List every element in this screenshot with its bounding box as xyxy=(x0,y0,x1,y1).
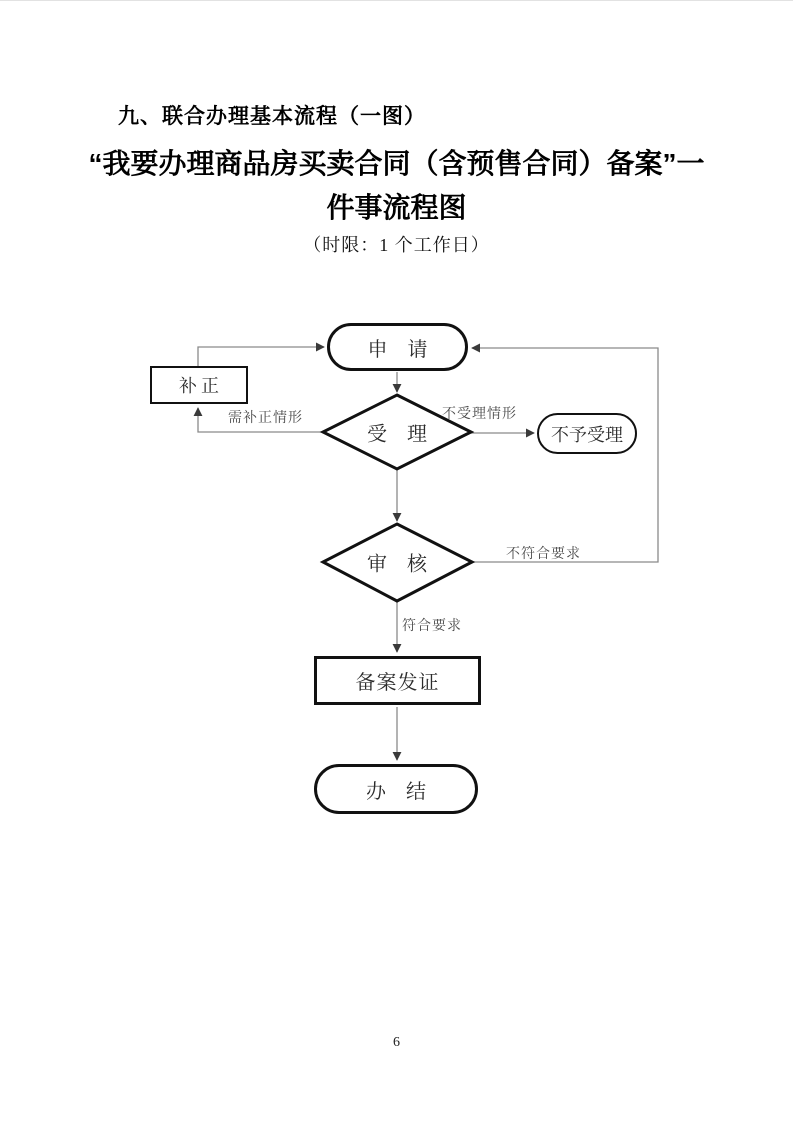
node-correction xyxy=(150,366,248,404)
doc-subtitle: （时限：1 个工作日） xyxy=(303,235,490,255)
node-review-label: 审 核 xyxy=(367,553,427,576)
node-reject-label: 不予受理 xyxy=(551,424,623,445)
node-correction-label: 补正 xyxy=(179,376,223,396)
flowchart xyxy=(0,1,793,1122)
node-apply-label: 申 请 xyxy=(367,338,428,361)
page-number: 6 xyxy=(393,1035,400,1050)
node-complete xyxy=(314,764,478,814)
doc-title-line2: 件事流程图 xyxy=(326,192,467,223)
node-apply xyxy=(327,323,468,371)
edge-label-need-correction: 需补正情形 xyxy=(228,411,303,426)
doc-title-line1: “我要办理商品房买卖合同（含预售合同）备案”一 xyxy=(88,148,705,179)
node-issue-label: 备案发证 xyxy=(355,672,440,694)
section-heading: 九、联合办理基本流程（一图） xyxy=(118,105,426,128)
edge-label-not-meet: 不符合要求 xyxy=(506,547,581,562)
node-issue xyxy=(314,656,481,705)
edge-label-meet: 符合要求 xyxy=(402,619,462,634)
edge-review-to-apply-loop xyxy=(472,348,658,562)
edge-label-not-accepted: 不受理情形 xyxy=(442,407,517,422)
edge-correction-to-apply xyxy=(198,347,324,366)
node-accept-label: 受 理 xyxy=(367,423,427,446)
node-complete-label: 办 结 xyxy=(366,780,426,803)
node-reject xyxy=(537,413,637,454)
